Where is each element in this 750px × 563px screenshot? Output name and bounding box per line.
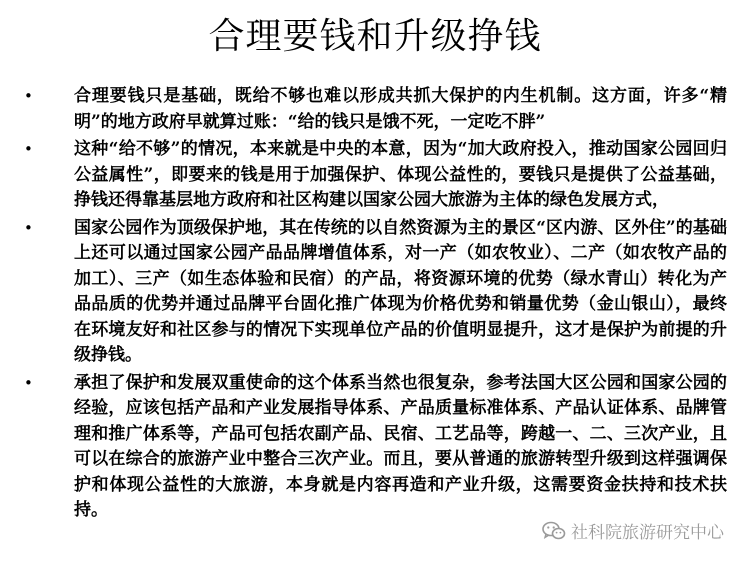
bullet-dot: • [24,140,33,158]
bullet-item [22,371,727,524]
bullet-item [22,84,727,135]
watermark [542,518,724,543]
wechat-icon [542,521,566,541]
slide-title: 合理要钱和升级挣钱 [208,16,542,57]
bullet-item [22,216,727,369]
watermark-text: 社科院旅游研究中心 [571,523,724,543]
bullet-text: 这种“给不够”的情况，本来就是中央的本意，因为“加大政府投入，推动国家公园回归公益属性”，即要来的钱是用于加强保护、体现公益性的，要钱只是提供了公益基础，挣钱还得靠基层地方政府和社区构建以国家公园大旅游为主体的绿色发展方式， [74,139,727,210]
bullet-text: 承担了保护和发展双重使命的这个体系当然也很复杂，参考法国大区公园和国家公园的经验，应该包括产品和产业发展指导体系、产品质量标准体系、产品认证体系、品牌管理和推广体系等，产品可包括农副产品、民宿、工艺品等，跨越一、二、三次产业，且可以在综合的旅游产业中整合三次产业。而且，要从普通的旅游转型升级到这样强调保护和体现公益性的大旅游，本身就是内容再造和产业升级，这需要资金扶持和技术扶持。 [74,372,727,520]
bullet-item [22,137,727,214]
bullet-text: 国家公园作为顶级保护地，其在传统的以自然资源为主的景区“区内游、区外住”的基础上还可以通过国家公园产品品牌增值体系，对一产（如农牧业）、二产（如农牧产品的加工）、三产（如生态体验和民宿）的产品，将资源环境的优势（绿水青山）转化为产品品质的优势并通过品牌平台固化推广体现为价格优势和销量优势（金山银山），最终在环境友好和社区参与的情况下实现单位产品的价值明显提升，这才是保护为前提的升级挣钱。 [74,217,727,365]
bullet-text: 合理要钱只是基础，既给不够也难以形成共抓大保护的内生机制。这方面，许多“精明”的地方政府早就算过账：“给的钱只是饿不死，一定吃不胖” [74,86,727,132]
bullet-list [22,84,727,526]
bullet-dot: • [24,373,33,392]
bullet-dot: • [24,87,33,105]
bullet-dot: • [24,218,33,237]
